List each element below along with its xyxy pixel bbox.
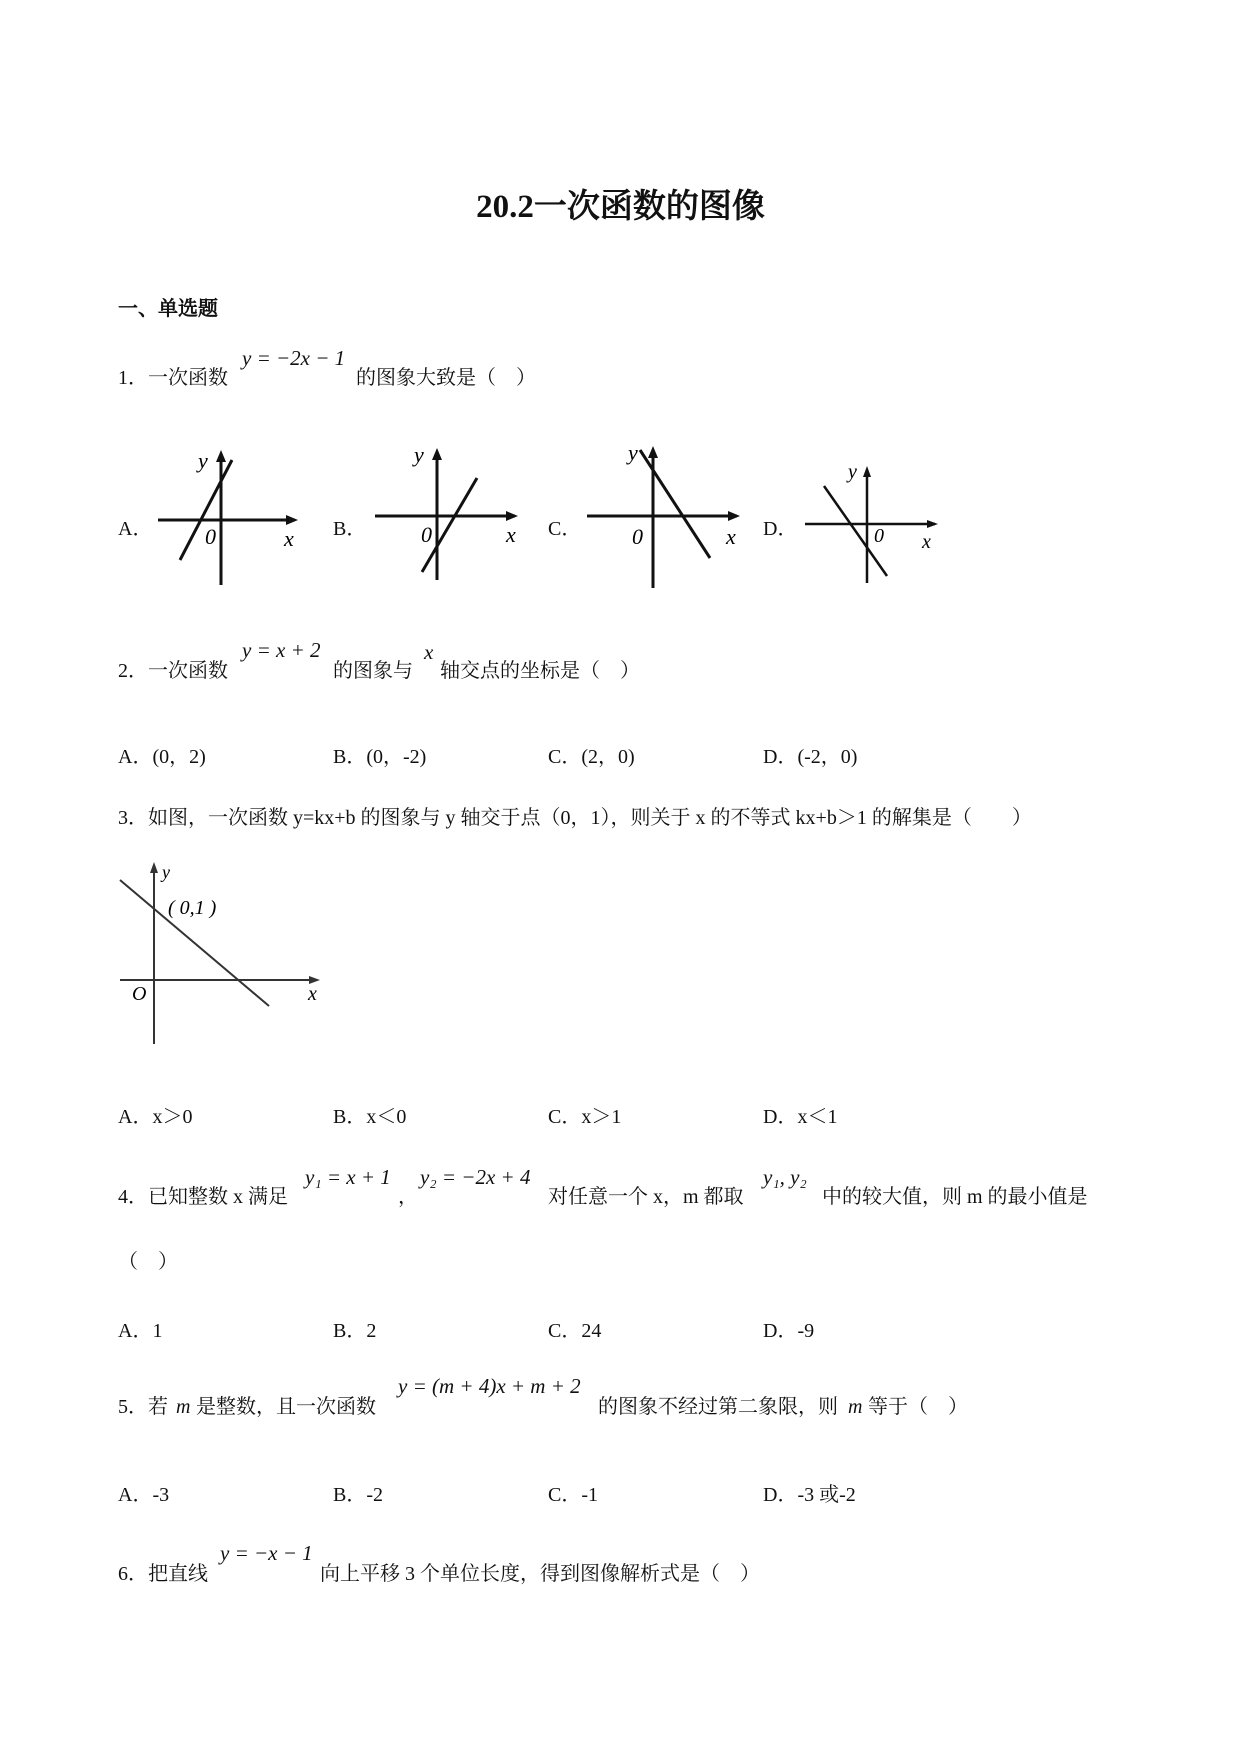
q5-end: 等于（ ）	[868, 1396, 968, 1418]
y-arrow-icon	[216, 450, 226, 462]
q3-option-b[interactable]: B．x＜0	[333, 1106, 407, 1128]
y-arrow-icon	[648, 446, 658, 458]
q4-prefix: 4．已知整数 x 满足	[118, 1186, 288, 1208]
x-axis-label: x	[284, 526, 294, 551]
q5-variable-m: m	[176, 1396, 191, 1418]
q6-suffix: 向上平移 3 个单位长度，得到图像解析式是（ ）	[320, 1563, 760, 1585]
origin-label: 0	[205, 524, 216, 549]
origin-label: 0	[421, 522, 432, 547]
q5-formula: y = (m + 4)x + m + 2	[398, 1374, 581, 1398]
q1-graph-a	[150, 440, 310, 600]
y-arrow-icon	[863, 466, 871, 477]
q1-graph-b	[370, 440, 530, 600]
y-axis-label: y	[848, 461, 857, 483]
q2-variable: x	[424, 640, 434, 664]
y-axis-label: y	[414, 442, 424, 467]
origin-label: 0	[874, 525, 884, 547]
q1-formula: y = −2x − 1	[242, 346, 346, 370]
q4-formula-1: y₁ = x + 1	[305, 1165, 391, 1189]
x-arrow-icon	[286, 515, 298, 525]
q3-option-c[interactable]: C．x＞1	[548, 1106, 622, 1128]
q1-option-a-label[interactable]: A．	[118, 518, 153, 540]
q4-variables: y₁, y₂	[763, 1165, 807, 1189]
q4-comma: ，	[398, 1186, 418, 1208]
y-arrow-icon	[432, 448, 442, 460]
q5-option-a[interactable]: A．-3	[118, 1484, 170, 1506]
q4-formula-2: y₂ = −2x + 4	[420, 1165, 531, 1189]
q2-option-b[interactable]: B．(0，-2)	[333, 746, 427, 768]
q1-prefix: 1．一次函数	[118, 367, 228, 389]
q1-option-c-label[interactable]: C．	[548, 518, 582, 540]
q4-suffix: 中的较大值，则 m 的最小值是	[822, 1186, 1088, 1208]
q2-suffix: 轴交点的坐标是（ ）	[440, 660, 640, 682]
q2-option-a[interactable]: A．(0，2)	[118, 746, 206, 768]
q3-option-d[interactable]: D．x＜1	[763, 1106, 838, 1128]
x-arrow-icon	[927, 520, 938, 528]
x-axis-label: x	[308, 983, 317, 1005]
q4-bracket: （ ）	[118, 1251, 178, 1273]
q2-formula: y = x + 2	[242, 638, 321, 662]
x-axis-label: x	[726, 524, 736, 549]
q5-middle: 是整数，且一次函数	[196, 1396, 376, 1418]
q1-suffix: 的图象大致是（ ）	[356, 367, 536, 389]
q4-option-d[interactable]: D．-9	[763, 1320, 815, 1342]
origin-label: 0	[632, 524, 643, 549]
q5-option-d[interactable]: D．-3 或-2	[763, 1484, 856, 1506]
section-heading: 一、单选题	[118, 298, 218, 320]
y-axis-label: y	[198, 448, 208, 473]
page-title: 20.2一次函数的图像	[476, 189, 765, 225]
q2-prefix: 2．一次函数	[118, 660, 228, 682]
q4-option-c[interactable]: C．24	[548, 1320, 602, 1342]
q2-option-c[interactable]: C．(2，0)	[548, 746, 635, 768]
q4-middle: 对任意一个 x，m 都取	[548, 1186, 744, 1208]
x-arrow-icon	[728, 511, 740, 521]
y-axis-label: y	[162, 862, 170, 882]
x-arrow-icon	[506, 511, 518, 521]
origin-label: O	[132, 983, 147, 1005]
q5-option-b[interactable]: B．-2	[333, 1484, 383, 1506]
q5-option-c[interactable]: C．-1	[548, 1484, 598, 1506]
function-line	[640, 450, 710, 558]
point-label: ( 0,1 )	[168, 897, 217, 919]
q4-option-b[interactable]: B．2	[333, 1320, 377, 1342]
x-axis-label: x	[922, 531, 931, 553]
x-axis-label: x	[506, 522, 516, 547]
q4-option-a[interactable]: A．1	[118, 1320, 163, 1342]
q2-option-d[interactable]: D．(-2，0)	[763, 746, 858, 768]
y-axis-label: y	[628, 440, 638, 465]
q1-graph-c	[582, 436, 752, 606]
q5-variable-m-2: m	[848, 1396, 863, 1418]
q1-option-d-label[interactable]: D．	[763, 518, 798, 540]
q1-graph-d	[800, 458, 950, 598]
y-arrow-icon	[150, 862, 158, 873]
q2-middle: 的图象与	[333, 660, 413, 682]
q3-option-a[interactable]: A．x＞0	[118, 1106, 193, 1128]
q5-prefix: 5．若	[118, 1396, 168, 1418]
q5-suffix: 的图象不经过第二象限，则	[598, 1396, 838, 1418]
q3-text: 3．如图，一次函数 y=kx+b 的图象与 y 轴交于点（0，1），则关于 x 的不等式 kx+b＞1 的解集是（ ）	[118, 807, 1032, 829]
q1-option-b-label[interactable]: B．	[333, 518, 367, 540]
q6-prefix: 6．把直线	[118, 1563, 208, 1585]
q3-graph	[112, 856, 332, 1052]
q6-formula: y = −x − 1	[220, 1541, 313, 1565]
